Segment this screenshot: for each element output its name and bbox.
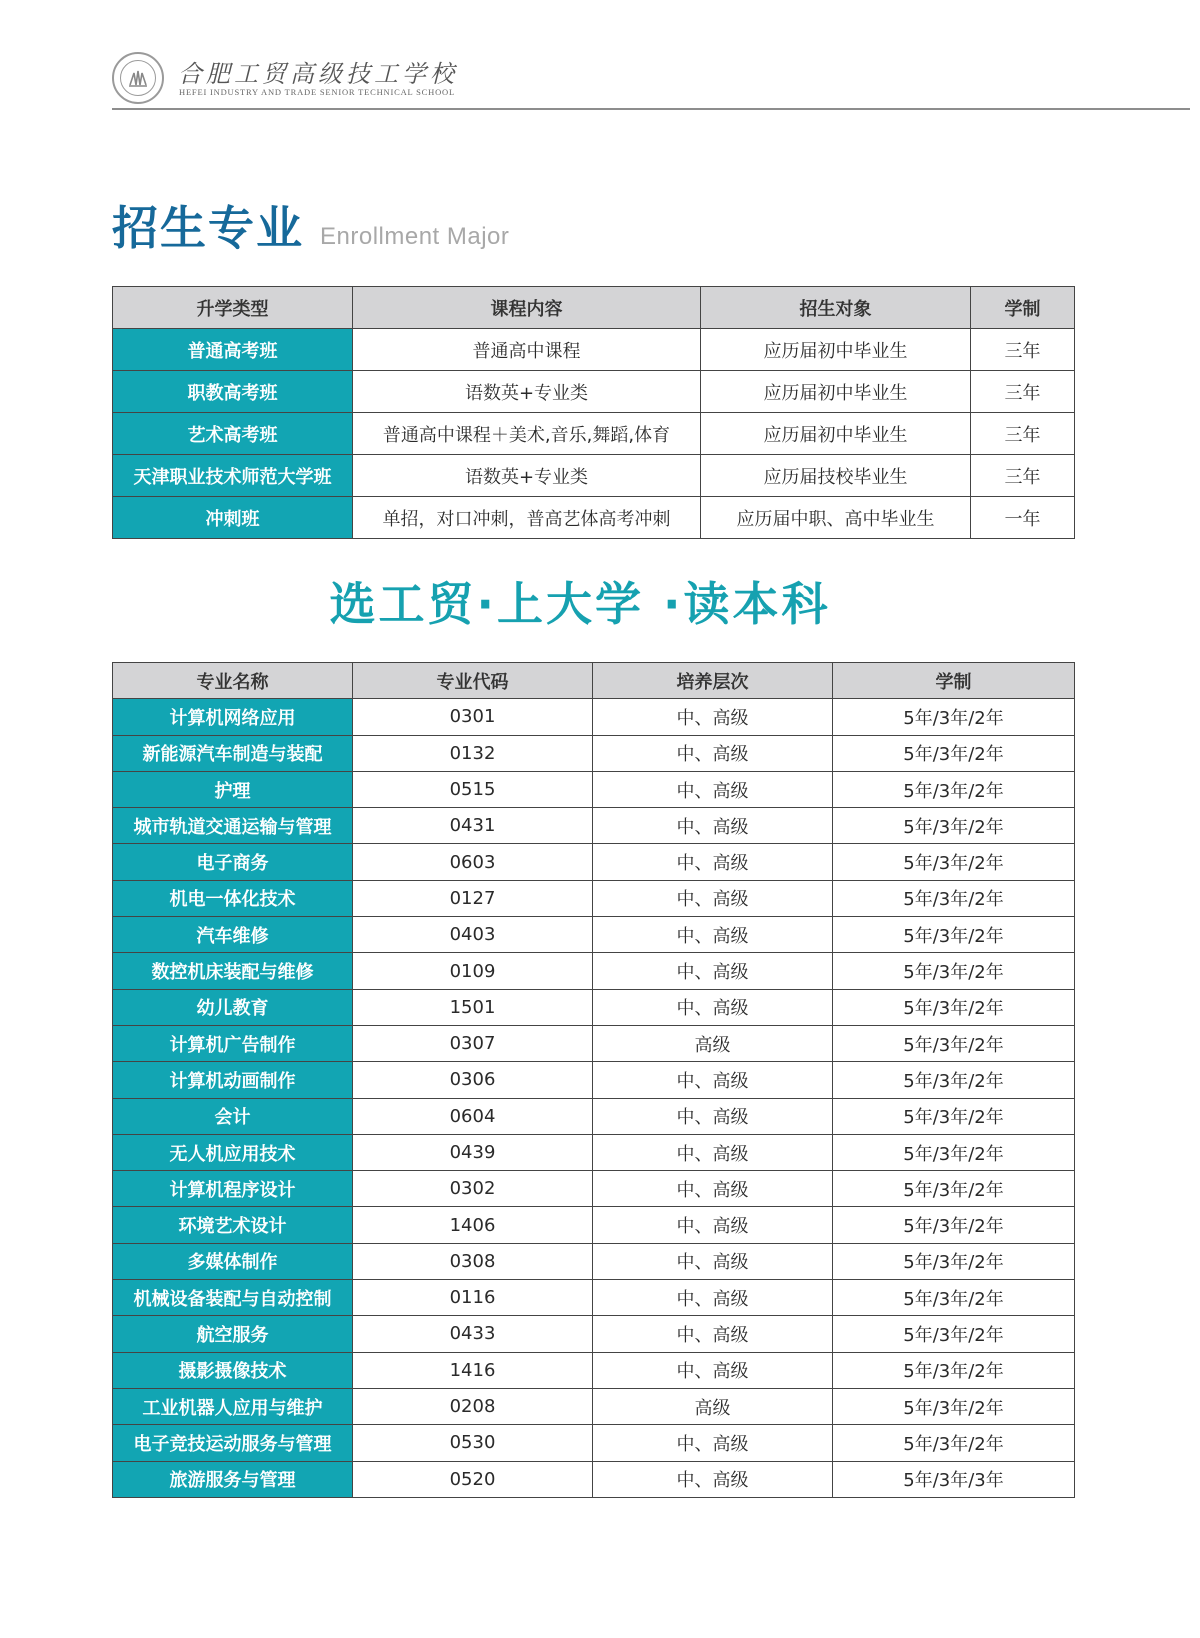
table-cell: 中、高级 [593, 844, 833, 880]
row-label-cell: 幼儿教育 [113, 989, 353, 1025]
table-cell: 0307 [353, 1025, 593, 1061]
row-label-cell: 机械设备装配与自动控制 [113, 1280, 353, 1316]
table-cell: 中、高级 [593, 735, 833, 771]
table-cell: 0604 [353, 1098, 593, 1134]
major-row [113, 1025, 1075, 1061]
row-label-cell: 环境艺术设计 [113, 1207, 353, 1243]
table-cell: 语数英+专业类 [353, 455, 701, 497]
table-cell: 普通高中课程＋美术,音乐,舞蹈,体育 [353, 413, 701, 455]
major-row [113, 1243, 1075, 1279]
table-cell: 5年/3年/2年 [833, 917, 1075, 953]
row-label-cell: 计算机网络应用 [113, 699, 353, 735]
enrollment-row [113, 413, 1075, 455]
table-cell: 5年/3年/2年 [833, 699, 1075, 735]
table-header-row [113, 287, 1075, 329]
table-cell: 5年/3年/2年 [833, 953, 1075, 989]
table-cell: 中、高级 [593, 953, 833, 989]
major-row [113, 1316, 1075, 1352]
table-cell: 应历届中职、高中毕业生 [701, 497, 971, 539]
enrollment-row [113, 371, 1075, 413]
major-row [113, 1098, 1075, 1134]
row-label-cell: 摄影摄像技术 [113, 1352, 353, 1388]
major-row [113, 1207, 1075, 1243]
table-cell: 普通高中课程 [353, 329, 701, 371]
table-cell: 5年/3年/2年 [833, 771, 1075, 807]
table-cell: 0403 [353, 917, 593, 953]
table-cell: 5年/3年/2年 [833, 1062, 1075, 1098]
column-header: 招生对象 [701, 287, 971, 329]
table-cell: 中、高级 [593, 917, 833, 953]
table-cell: 应历届技校毕业生 [701, 455, 971, 497]
row-label-cell: 工业机器人应用与维护 [113, 1388, 353, 1424]
table-cell: 5年/3年/2年 [833, 1352, 1075, 1388]
major-row [113, 771, 1075, 807]
major-row [113, 953, 1075, 989]
row-label-cell: 会计 [113, 1098, 353, 1134]
major-row [113, 1388, 1075, 1424]
column-header: 学制 [833, 663, 1075, 699]
major-row [113, 699, 1075, 735]
column-header: 课程内容 [353, 287, 701, 329]
row-label-cell: 电子竞技运动服务与管理 [113, 1425, 353, 1461]
table-cell: 中、高级 [593, 880, 833, 916]
table-cell: 0433 [353, 1316, 593, 1352]
table-cell: 0306 [353, 1062, 593, 1098]
table-cell: 三年 [971, 371, 1075, 413]
major-row [113, 1461, 1075, 1497]
table-cell: 0109 [353, 953, 593, 989]
table-cell: 5年/3年/2年 [833, 1098, 1075, 1134]
table-cell: 5年/3年/2年 [833, 844, 1075, 880]
section-title-cn: 招生专业 [112, 201, 304, 255]
row-label-cell: 无人机应用技术 [113, 1134, 353, 1170]
major-row [113, 1134, 1075, 1170]
table-cell: 5年/3年/2年 [833, 989, 1075, 1025]
table-cell: 0308 [353, 1243, 593, 1279]
school-logo [112, 52, 164, 104]
major-row [113, 880, 1075, 916]
major-row [113, 989, 1075, 1025]
major-row [113, 808, 1075, 844]
row-label-cell: 新能源汽车制造与装配 [113, 735, 353, 771]
table-cell: 中、高级 [593, 1280, 833, 1316]
table-cell: 中、高级 [593, 771, 833, 807]
table-cell: 中、高级 [593, 1098, 833, 1134]
table-cell: 应历届初中毕业生 [701, 371, 971, 413]
table-cell: 1416 [353, 1352, 593, 1388]
table-cell: 5年/3年/2年 [833, 1280, 1075, 1316]
table-cell: 三年 [971, 455, 1075, 497]
row-label-cell: 数控机床装配与维修 [113, 953, 353, 989]
table-cell: 1406 [353, 1207, 593, 1243]
table-cell: 5年/3年/2年 [833, 1316, 1075, 1352]
table-cell: 单招，对口冲刺，普高艺体高考冲刺 [353, 497, 701, 539]
table-cell: 5年/3年/2年 [833, 1243, 1075, 1279]
table-cell: 0132 [353, 735, 593, 771]
table-cell: 中、高级 [593, 1062, 833, 1098]
row-label-cell: 旅游服务与管理 [113, 1461, 353, 1497]
table-cell: 应历届初中毕业生 [701, 413, 971, 455]
table-cell: 5年/3年/2年 [833, 808, 1075, 844]
table-cell: 语数英+专业类 [353, 371, 701, 413]
major-row [113, 735, 1075, 771]
header-divider [112, 108, 1190, 110]
majors-table [112, 662, 1075, 1498]
table-cell: 中、高级 [593, 1134, 833, 1170]
table-cell: 中、高级 [593, 1207, 833, 1243]
enrollment-row [113, 497, 1075, 539]
table-cell: 0127 [353, 880, 593, 916]
row-label-cell: 冲刺班 [113, 497, 353, 539]
table-cell: 0515 [353, 771, 593, 807]
table-cell: 中、高级 [593, 989, 833, 1025]
table-cell: 中、高级 [593, 699, 833, 735]
table-cell: 中、高级 [593, 1316, 833, 1352]
table-header-row [113, 663, 1075, 699]
school-name-cn: 合肥工贸高级技工学校 [178, 60, 458, 88]
table-cell: 0603 [353, 844, 593, 880]
table-cell: 5年/3年/3年 [833, 1461, 1075, 1497]
table-cell: 中、高级 [593, 1425, 833, 1461]
row-label-cell: 机电一体化技术 [113, 880, 353, 916]
table-cell: 0208 [353, 1388, 593, 1424]
enrollment-type-table [112, 286, 1075, 539]
major-row [113, 1352, 1075, 1388]
table-cell: 5年/3年/2年 [833, 1025, 1075, 1061]
section-title [112, 192, 509, 258]
school-name-en: HEFEI INDUSTRY AND TRADE SENIOR TECHNICAL SCHOOL [179, 87, 455, 97]
major-row [113, 1171, 1075, 1207]
table-cell: 5年/3年/2年 [833, 1171, 1075, 1207]
table-cell: 5年/3年/2年 [833, 880, 1075, 916]
major-row [113, 844, 1075, 880]
row-label-cell: 天津职业技术师范大学班 [113, 455, 353, 497]
table-cell: 中、高级 [593, 1352, 833, 1388]
enrollment-row [113, 455, 1075, 497]
table-cell: 0520 [353, 1461, 593, 1497]
row-label-cell: 计算机程序设计 [113, 1171, 353, 1207]
table-cell: 0439 [353, 1134, 593, 1170]
table-cell: 5年/3年/2年 [833, 1134, 1075, 1170]
column-header: 培养层次 [593, 663, 833, 699]
row-label-cell: 职教高考班 [113, 371, 353, 413]
table-cell: 应历届初中毕业生 [701, 329, 971, 371]
enrollment-row [113, 329, 1075, 371]
table-cell: 三年 [971, 329, 1075, 371]
table-cell: 0530 [353, 1425, 593, 1461]
table-cell: 高级 [593, 1388, 833, 1424]
row-label-cell: 汽车维修 [113, 917, 353, 953]
row-label-cell: 航空服务 [113, 1316, 353, 1352]
column-header: 专业代码 [353, 663, 593, 699]
major-row [113, 1280, 1075, 1316]
table-cell: 高级 [593, 1025, 833, 1061]
table-cell: 中、高级 [593, 1461, 833, 1497]
row-label-cell: 多媒体制作 [113, 1243, 353, 1279]
table-cell: 5年/3年/2年 [833, 1207, 1075, 1243]
page-header [112, 50, 1190, 108]
table-cell: 5年/3年/2年 [833, 1425, 1075, 1461]
table-cell: 1501 [353, 989, 593, 1025]
row-label-cell: 电子商务 [113, 844, 353, 880]
row-label-cell: 普通高考班 [113, 329, 353, 371]
row-label-cell: 艺术高考班 [113, 413, 353, 455]
table-cell: 三年 [971, 413, 1075, 455]
slogan: 选工贸·上大学 ·读本科 [329, 577, 831, 631]
table-cell: 0431 [353, 808, 593, 844]
table-cell: 5年/3年/2年 [833, 1388, 1075, 1424]
table-cell: 0116 [353, 1280, 593, 1316]
table-cell: 0301 [353, 699, 593, 735]
section-title-en: Enrollment Major [320, 223, 510, 250]
column-header: 学制 [971, 287, 1075, 329]
column-header: 升学类型 [113, 287, 353, 329]
major-row [113, 917, 1075, 953]
school-emblem-icon [120, 60, 156, 96]
table-cell: 中、高级 [593, 1243, 833, 1279]
table-cell: 中、高级 [593, 1171, 833, 1207]
row-label-cell: 计算机动画制作 [113, 1062, 353, 1098]
major-row [113, 1062, 1075, 1098]
table-cell: 5年/3年/2年 [833, 735, 1075, 771]
table-cell: 中、高级 [593, 808, 833, 844]
row-label-cell: 城市轨道交通运输与管理 [113, 808, 353, 844]
table-cell: 一年 [971, 497, 1075, 539]
major-row [113, 1425, 1075, 1461]
row-label-cell: 计算机广告制作 [113, 1025, 353, 1061]
column-header: 专业名称 [113, 663, 353, 699]
table-cell: 0302 [353, 1171, 593, 1207]
row-label-cell: 护理 [113, 771, 353, 807]
